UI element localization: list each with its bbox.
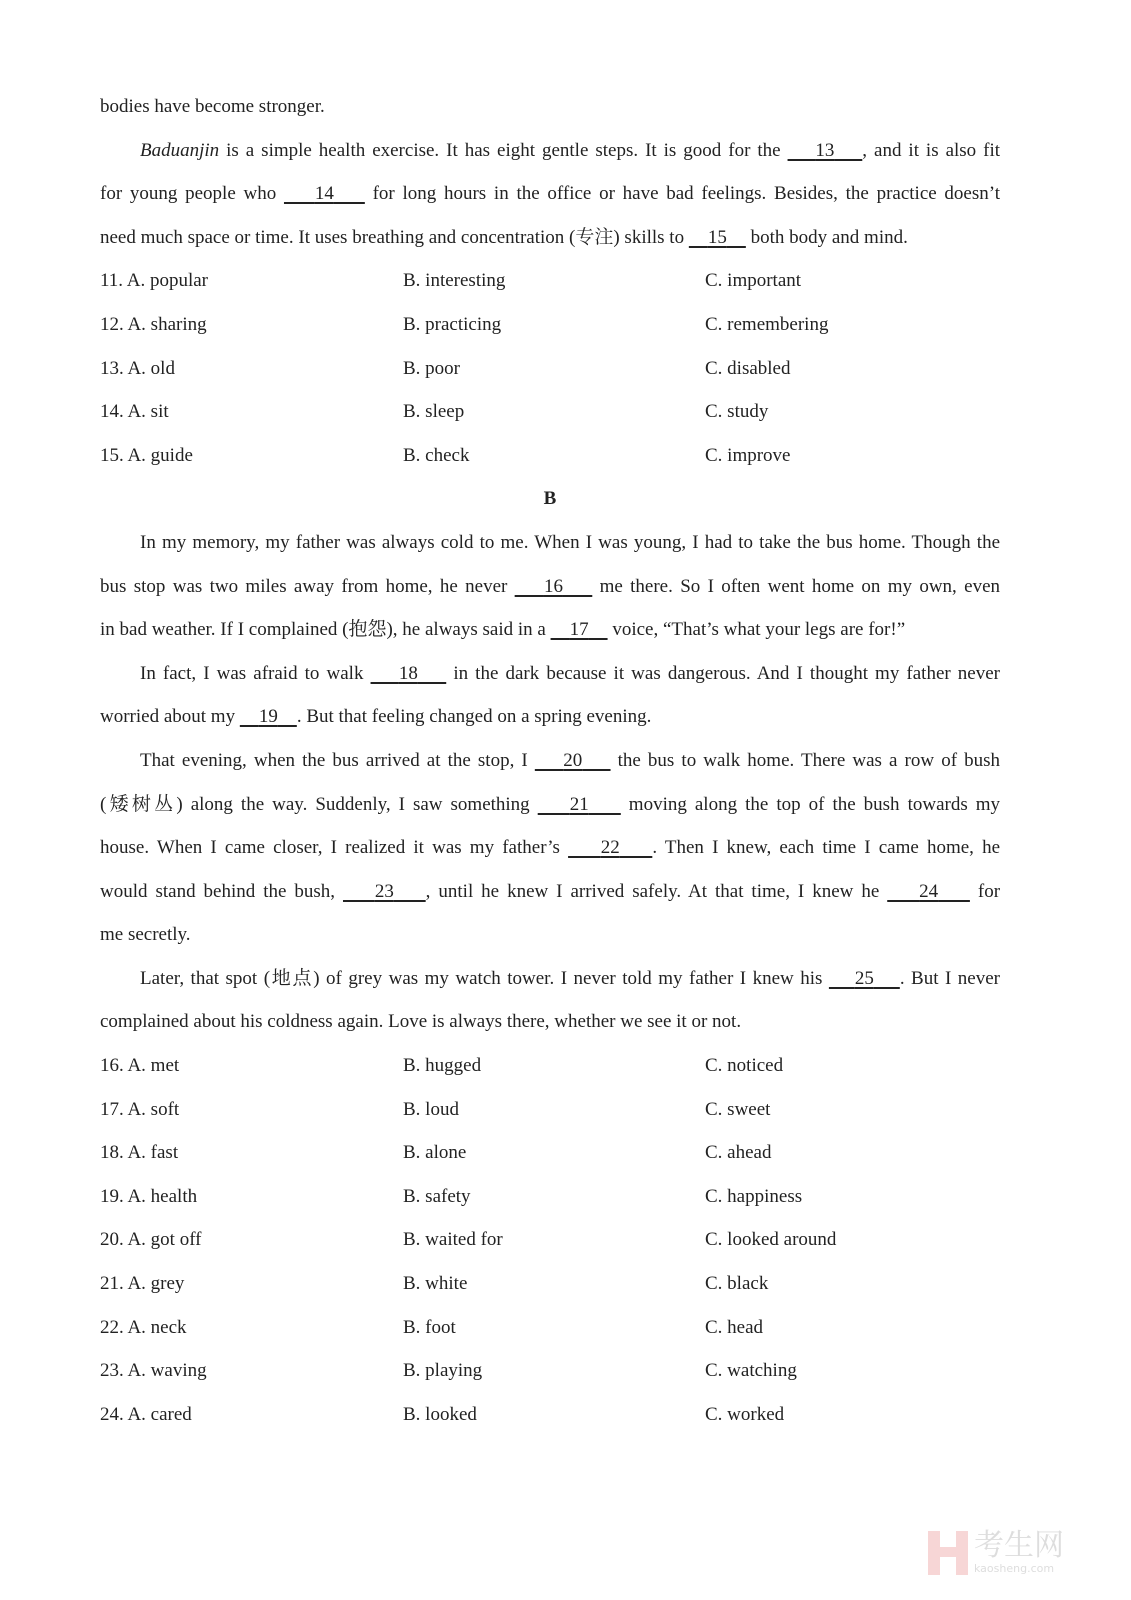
blank-number: 13	[815, 139, 835, 161]
paragraph-line	[100, 913, 1000, 957]
text-run: moving along the top of the bush towards my	[620, 793, 1000, 815]
paragraph-line	[100, 129, 1000, 173]
text-run: . Then I knew, each time I came home, he	[652, 837, 1000, 859]
text-run: for young people who	[100, 183, 284, 205]
text-run: That evening, when the bus arrived at the stop, I	[140, 749, 535, 771]
blank-number: 19	[258, 706, 278, 728]
kaosheng-logo-icon	[928, 1531, 968, 1575]
blank-number: 17	[569, 619, 589, 641]
option-b: B. white	[403, 1273, 468, 1295]
option-c: C. worked	[705, 1403, 785, 1425]
option-a: 14. A. sit	[100, 401, 169, 423]
option-row	[100, 1306, 1000, 1350]
option-c: C. sweet	[705, 1098, 771, 1120]
text-run: Later, that spot (地点) of grey was my watch tower. I never told my father I knew his	[140, 967, 829, 989]
text-run: , and it is also fit	[862, 139, 1000, 161]
text-run: me secretly.	[100, 924, 191, 946]
answer-blank	[887, 881, 970, 902]
answer-blank	[535, 750, 611, 771]
answer-blank	[515, 576, 593, 597]
paragraph-line	[100, 870, 1000, 914]
option-row	[100, 1262, 1000, 1306]
option-a: 24. A. cared	[100, 1403, 192, 1425]
text-run: bodies have become stronger.	[100, 96, 325, 117]
option-row	[100, 1175, 1000, 1219]
text-run: would stand behind the bush,	[100, 880, 343, 902]
option-c: C. remembering	[705, 313, 829, 335]
paragraph-line	[100, 695, 1000, 739]
option-c: C. noticed	[705, 1055, 784, 1077]
option-c: C. improve	[705, 444, 791, 466]
text-run: voice, “That’s what your legs are for!”	[607, 619, 906, 641]
option-b: B. sleep	[403, 401, 465, 423]
paragraph-line	[100, 521, 1000, 565]
option-a: 13. A. old	[100, 357, 175, 379]
text-run: Baduanjin	[140, 139, 220, 161]
exam-page	[100, 85, 1000, 1436]
text-run: bus stop was two miles away from home, he never	[100, 575, 515, 597]
answer-blank	[788, 140, 863, 161]
paragraph-line	[100, 783, 1000, 827]
text-run: the bus to walk home. There was a row of bush	[610, 749, 1000, 771]
paragraph-line	[100, 85, 1000, 129]
watermark-en: kaosheng.com	[974, 1562, 1055, 1575]
option-row	[100, 1044, 1000, 1088]
text-run: me there. So I often went home on my own, even	[592, 575, 1000, 597]
option-b: B. hugged	[403, 1055, 482, 1077]
option-b: B. playing	[403, 1360, 483, 1382]
answer-blank	[371, 663, 447, 684]
text-run: in bad weather. If I complained (抱怨), he always said in a	[100, 619, 551, 641]
blank-number: 23	[374, 880, 394, 902]
watermark-cn: 考生网	[974, 1528, 1064, 1563]
option-c: C. happiness	[705, 1185, 803, 1207]
answer-blank	[538, 794, 621, 815]
blank-number: 24	[919, 880, 939, 902]
paragraph-line	[100, 957, 1000, 1001]
option-b: B. poor	[403, 357, 460, 379]
option-a: 16. A. met	[100, 1055, 180, 1077]
blank-number: 15	[707, 226, 727, 248]
text-run: for	[969, 880, 1000, 902]
option-a: 11. A. popular	[100, 270, 209, 292]
kaosheng-watermark	[928, 1530, 1064, 1575]
option-b: B. waited for	[403, 1229, 503, 1251]
option-c: C. looked around	[705, 1229, 837, 1251]
answer-blank	[343, 881, 426, 902]
blank-number: 20	[563, 749, 583, 771]
option-row	[100, 434, 1000, 478]
text-run: (矮树丛) along the way. Suddenly, I saw something	[100, 793, 538, 815]
answer-blank	[551, 619, 608, 640]
option-a: 18. A. fast	[100, 1142, 179, 1164]
option-row	[100, 1393, 1000, 1437]
paragraph-line	[100, 172, 1000, 216]
text-run: , until he knew I arrived safely. At that time, I knew he	[425, 880, 888, 902]
blank-number: 18	[398, 662, 418, 684]
text-run: house. When I came closer, I realized it was my father’s	[100, 837, 569, 859]
blank-number: 14	[314, 183, 334, 205]
option-c: C. head	[705, 1316, 764, 1338]
blank-number: 22	[600, 837, 620, 859]
text-run: In fact, I was afraid to walk	[140, 662, 371, 684]
text-run: for long hours in the office or have bad feelings. Besides, the practice doesn’t	[364, 183, 1000, 205]
option-a: 21. A. grey	[100, 1273, 185, 1295]
option-row	[100, 1088, 1000, 1132]
answer-blank	[240, 706, 297, 727]
option-c: C. ahead	[705, 1142, 772, 1164]
option-row	[100, 1218, 1000, 1262]
text-run: is a simple health exercise. It has eight gentle steps. It is good for the	[219, 139, 788, 161]
section-heading-b: B	[543, 488, 557, 510]
option-b: B. looked	[403, 1403, 477, 1425]
option-row	[100, 390, 1000, 434]
option-b: B. check	[403, 444, 470, 466]
blank-number: 21	[569, 793, 589, 815]
option-a: 22. A. neck	[100, 1316, 187, 1338]
option-row	[100, 303, 1000, 347]
text-run: complained about his coldness again. Love is always there, whether we see it or not.	[100, 1011, 742, 1033]
option-b: B. interesting	[403, 270, 506, 292]
text-run: . But I never	[899, 967, 1000, 989]
answer-blank	[284, 183, 365, 204]
option-row	[100, 1131, 1000, 1175]
option-a: 19. A. health	[100, 1185, 198, 1207]
option-c: C. watching	[705, 1360, 797, 1382]
paragraph-line	[100, 739, 1000, 783]
option-a: 17. A. soft	[100, 1098, 180, 1120]
text-run: . But that feeling changed on a spring evening.	[296, 706, 652, 728]
option-row	[100, 347, 1000, 391]
blank-number: 16	[543, 575, 563, 597]
paragraph-line	[100, 1000, 1000, 1044]
option-c: C. disabled	[705, 357, 791, 379]
text-run: worried about my	[100, 706, 240, 728]
options-16-24	[100, 1044, 1000, 1436]
text-run: in the dark because it was dangerous. And I thought my father never	[446, 662, 1000, 684]
paragraph-line	[100, 216, 1000, 260]
option-b: B. loud	[403, 1098, 459, 1120]
options-11-15	[100, 259, 1000, 477]
answer-blank	[568, 837, 652, 858]
paragraph-line	[100, 826, 1000, 870]
text-run: need much space or time. It uses breathing and concentration (专注) skills to	[100, 226, 689, 248]
passage-b	[100, 521, 1000, 1044]
paragraph-line	[100, 565, 1000, 609]
passage-a-continued	[100, 85, 1000, 259]
option-row	[100, 1349, 1000, 1393]
paragraph-line	[100, 608, 1000, 652]
option-a: 23. A. waving	[100, 1360, 207, 1382]
paragraph-line	[100, 652, 1000, 696]
option-c: C. black	[705, 1273, 769, 1295]
text-run: In my memory, my father was always cold to me. When I was young, I had to take the bus home. Though the	[140, 531, 1000, 553]
option-b: B. foot	[403, 1316, 456, 1338]
option-b: B. safety	[403, 1185, 471, 1207]
text-run: both body and mind.	[745, 226, 908, 248]
option-a: 15. A. guide	[100, 444, 193, 466]
answer-blank	[689, 227, 746, 248]
answer-blank	[829, 968, 900, 989]
option-c: C. important	[705, 270, 802, 292]
blank-number: 25	[854, 967, 874, 989]
option-b: B. alone	[403, 1142, 467, 1164]
option-a: 12. A. sharing	[100, 313, 207, 335]
option-a: 20. A. got off	[100, 1229, 202, 1251]
option-b: B. practicing	[403, 313, 502, 335]
option-c: C. study	[705, 401, 769, 423]
option-row	[100, 259, 1000, 303]
